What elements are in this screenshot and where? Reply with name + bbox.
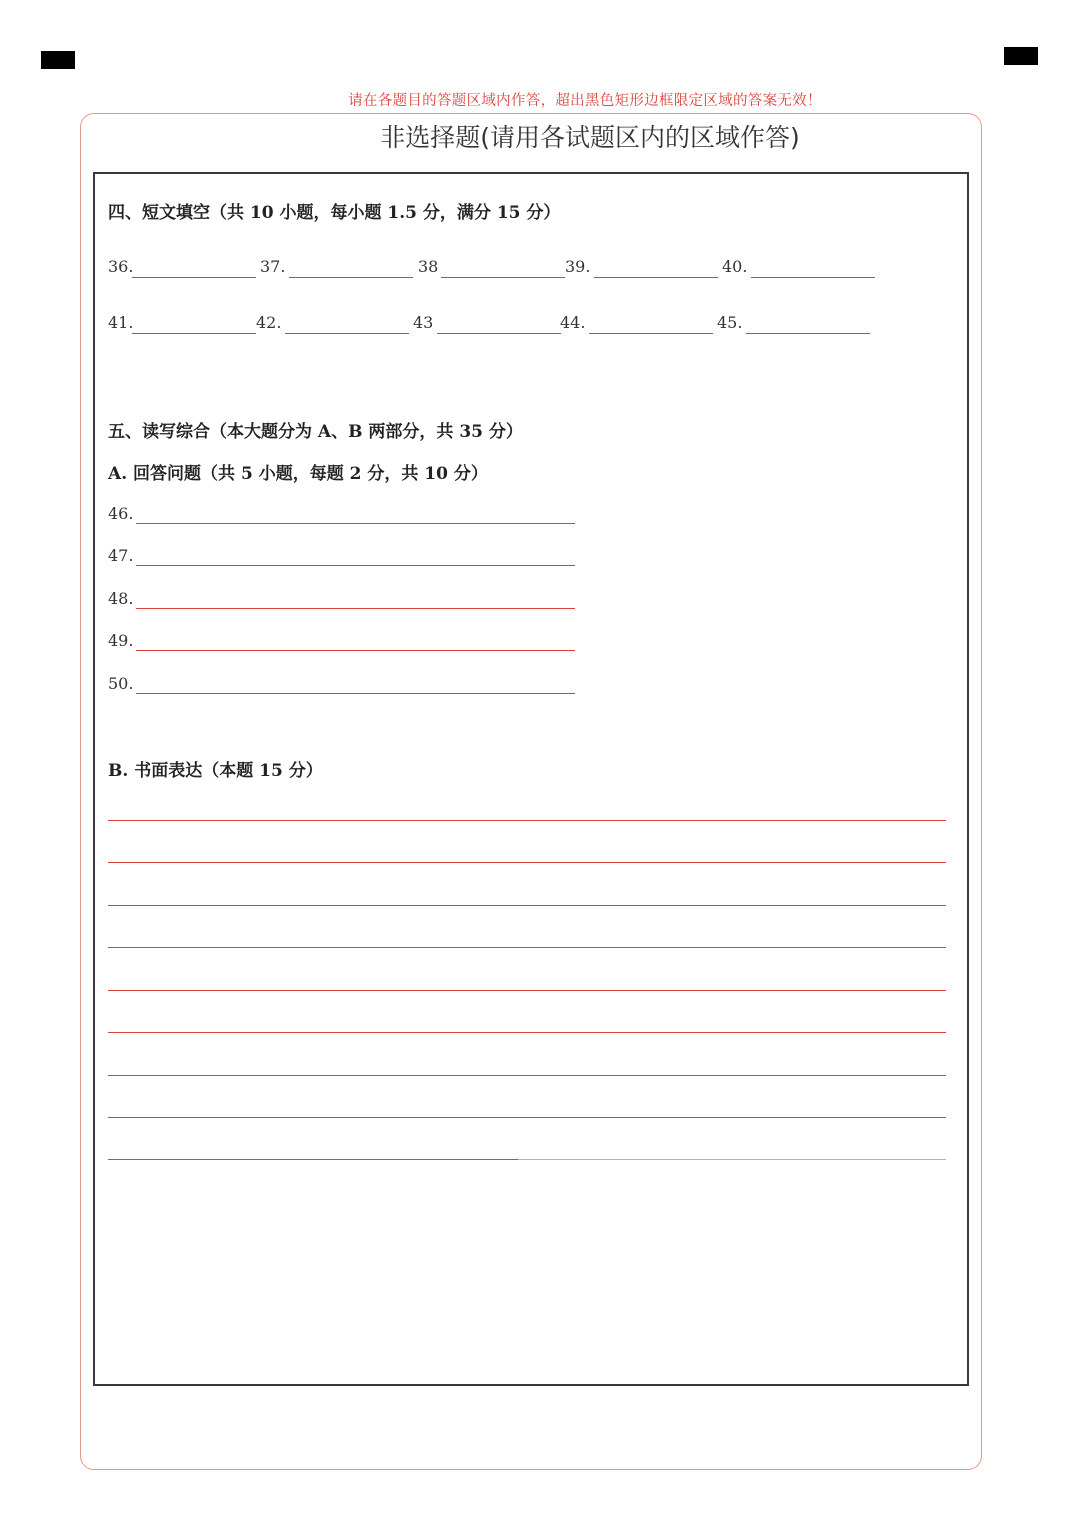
question-48[interactable] bbox=[108, 589, 578, 613]
answer-line[interactable] bbox=[437, 333, 561, 334]
part-a-heading: A. 回答问题（共 5 小题，每题 2 分，共 10 分） bbox=[108, 464, 488, 484]
question-number: 46. bbox=[108, 504, 134, 523]
question-50[interactable] bbox=[108, 674, 578, 698]
answer-line[interactable] bbox=[136, 523, 575, 524]
writing-line[interactable] bbox=[108, 1075, 946, 1076]
writing-line[interactable] bbox=[108, 1032, 946, 1033]
page-title: 非选择题(请用各试题区内的区域作答) bbox=[380, 123, 800, 152]
writing-line[interactable] bbox=[108, 862, 946, 863]
question-46[interactable] bbox=[108, 504, 578, 528]
warning-notice: 请在各题目的答题区域内作答，超出黑色矩形边框限定区域的答案无效！ bbox=[348, 93, 822, 109]
blank-number: 44. bbox=[560, 313, 586, 332]
writing-line[interactable] bbox=[108, 947, 946, 948]
alignment-mark-right bbox=[1004, 47, 1038, 65]
question-number: 50. bbox=[108, 674, 134, 693]
question-number: 48. bbox=[108, 589, 134, 608]
answer-line[interactable] bbox=[589, 333, 713, 334]
answer-line[interactable] bbox=[746, 333, 870, 334]
blank-number: 41. bbox=[108, 313, 134, 332]
answer-line[interactable] bbox=[132, 277, 256, 278]
section5-heading: 五、读写综合（本大题分为 A、B 两部分，共 35 分） bbox=[108, 422, 523, 442]
writing-line[interactable] bbox=[108, 1117, 946, 1118]
question-47[interactable] bbox=[108, 546, 578, 570]
blank-number: 40. bbox=[722, 257, 748, 276]
writing-line[interactable] bbox=[108, 990, 946, 991]
answer-line[interactable] bbox=[285, 333, 409, 334]
question-49[interactable] bbox=[108, 631, 578, 655]
blank-number: 42. bbox=[256, 313, 282, 332]
blank-number: 39. bbox=[565, 257, 591, 276]
writing-line-red-segment bbox=[108, 1159, 518, 1160]
blank-row-1 bbox=[108, 257, 908, 283]
answer-line[interactable] bbox=[136, 565, 575, 566]
answer-line[interactable] bbox=[136, 608, 575, 609]
alignment-mark-left bbox=[41, 51, 75, 69]
blank-number: 38 bbox=[418, 257, 439, 276]
answer-line[interactable] bbox=[136, 693, 575, 694]
blank-number: 37. bbox=[260, 257, 286, 276]
section4-heading: 四、短文填空（共 10 小题，每小题 1.5 分，满分 15 分） bbox=[108, 203, 561, 223]
blank-number: 45. bbox=[717, 313, 743, 332]
writing-line[interactable] bbox=[108, 820, 946, 821]
answer-line[interactable] bbox=[441, 277, 565, 278]
blank-number: 36. bbox=[108, 257, 134, 276]
answer-line[interactable] bbox=[136, 650, 575, 651]
answer-line[interactable] bbox=[594, 277, 718, 278]
question-number: 49. bbox=[108, 631, 134, 650]
blank-number: 43 bbox=[413, 313, 434, 332]
question-number: 47. bbox=[108, 546, 134, 565]
answer-line[interactable] bbox=[132, 333, 256, 334]
answer-line[interactable] bbox=[751, 277, 875, 278]
blank-row-2 bbox=[108, 313, 908, 339]
answer-line[interactable] bbox=[289, 277, 413, 278]
writing-line[interactable] bbox=[108, 905, 946, 906]
writing-line-gray-segment bbox=[518, 1159, 946, 1160]
part-b-heading: B. 书面表达（本题 15 分） bbox=[108, 761, 323, 781]
